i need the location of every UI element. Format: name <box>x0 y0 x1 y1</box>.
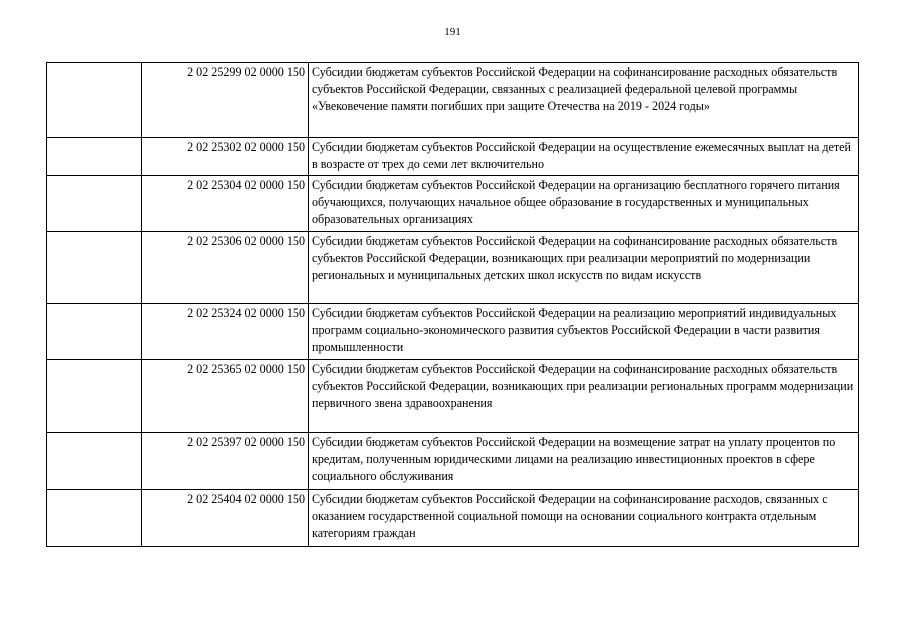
description-cell: Субсидии бюджетам субъектов Российской Федерации на реализацию мероприятий индивидуальных программ социально-экономического развития субъектов Российской Федерации в части развития промышленности <box>309 304 859 360</box>
table-row <box>47 304 859 360</box>
row-blank-cell <box>47 232 142 304</box>
budget-code-cell: 2 02 25397 02 0000 150 <box>142 433 309 490</box>
row-blank-cell <box>47 433 142 490</box>
row-blank-cell <box>47 176 142 232</box>
row-blank-cell <box>47 304 142 360</box>
budget-code-cell: 2 02 25365 02 0000 150 <box>142 360 309 433</box>
description-cell: Субсидии бюджетам субъектов Российской Федерации на софинансирование расходных обязательств субъектов Российской Федерации, связанных с реализацией федеральной целевой программы «Увековечение памяти погибших при защите Отечества на 2019 - 2024 годы» <box>309 63 859 138</box>
budget-code-cell: 2 02 25304 02 0000 150 <box>142 176 309 232</box>
table-row <box>47 232 859 304</box>
table-row <box>47 433 859 490</box>
description-cell: Субсидии бюджетам субъектов Российской Федерации на софинансирование расходов, связанных с оказанием государственной социальной помощи на основании социального контракта отдельным категориям граждан <box>309 490 859 547</box>
description-cell: Субсидии бюджетам субъектов Российской Федерации на софинансирование расходных обязательств субъектов Российской Федерации, возникающих при реализации региональных программ модернизации первичного звена здравоохранения <box>309 360 859 433</box>
table-row <box>47 138 859 176</box>
description-cell: Субсидии бюджетам субъектов Российской Федерации на осуществление ежемесячных выплат на детей в возрасте от трех до семи лет включительно <box>309 138 859 176</box>
page-number: 191 <box>444 26 461 38</box>
table-row <box>47 176 859 232</box>
row-blank-cell <box>47 490 142 547</box>
row-blank-cell <box>47 63 142 138</box>
budget-classification-table <box>46 62 859 547</box>
table-row <box>47 63 859 138</box>
description-cell: Субсидии бюджетам субъектов Российской Федерации на возмещение затрат на уплату процентов по кредитам, полученным юридическими лицами на реализацию инвестиционных проектов в сфере социального обслуживания <box>309 433 859 490</box>
budget-code-cell: 2 02 25324 02 0000 150 <box>142 304 309 360</box>
description-cell: Субсидии бюджетам субъектов Российской Федерации на организацию бесплатного горячего питания обучающихся, получающих начальное общее образование в государственных и муниципальных образовательных организациях <box>309 176 859 232</box>
table-row <box>47 490 859 547</box>
budget-code-cell: 2 02 25306 02 0000 150 <box>142 232 309 304</box>
budget-code-cell: 2 02 25299 02 0000 150 <box>142 63 309 138</box>
table-row <box>47 360 859 433</box>
budget-code-cell: 2 02 25302 02 0000 150 <box>142 138 309 176</box>
budget-code-cell: 2 02 25404 02 0000 150 <box>142 490 309 547</box>
row-blank-cell <box>47 360 142 433</box>
row-blank-cell <box>47 138 142 176</box>
description-cell: Субсидии бюджетам субъектов Российской Федерации на софинансирование расходных обязательств субъектов Российской Федерации, возникающих при реализации мероприятий по модернизации региональных и муниципальных детских школ искусств по видам искусств <box>309 232 859 304</box>
